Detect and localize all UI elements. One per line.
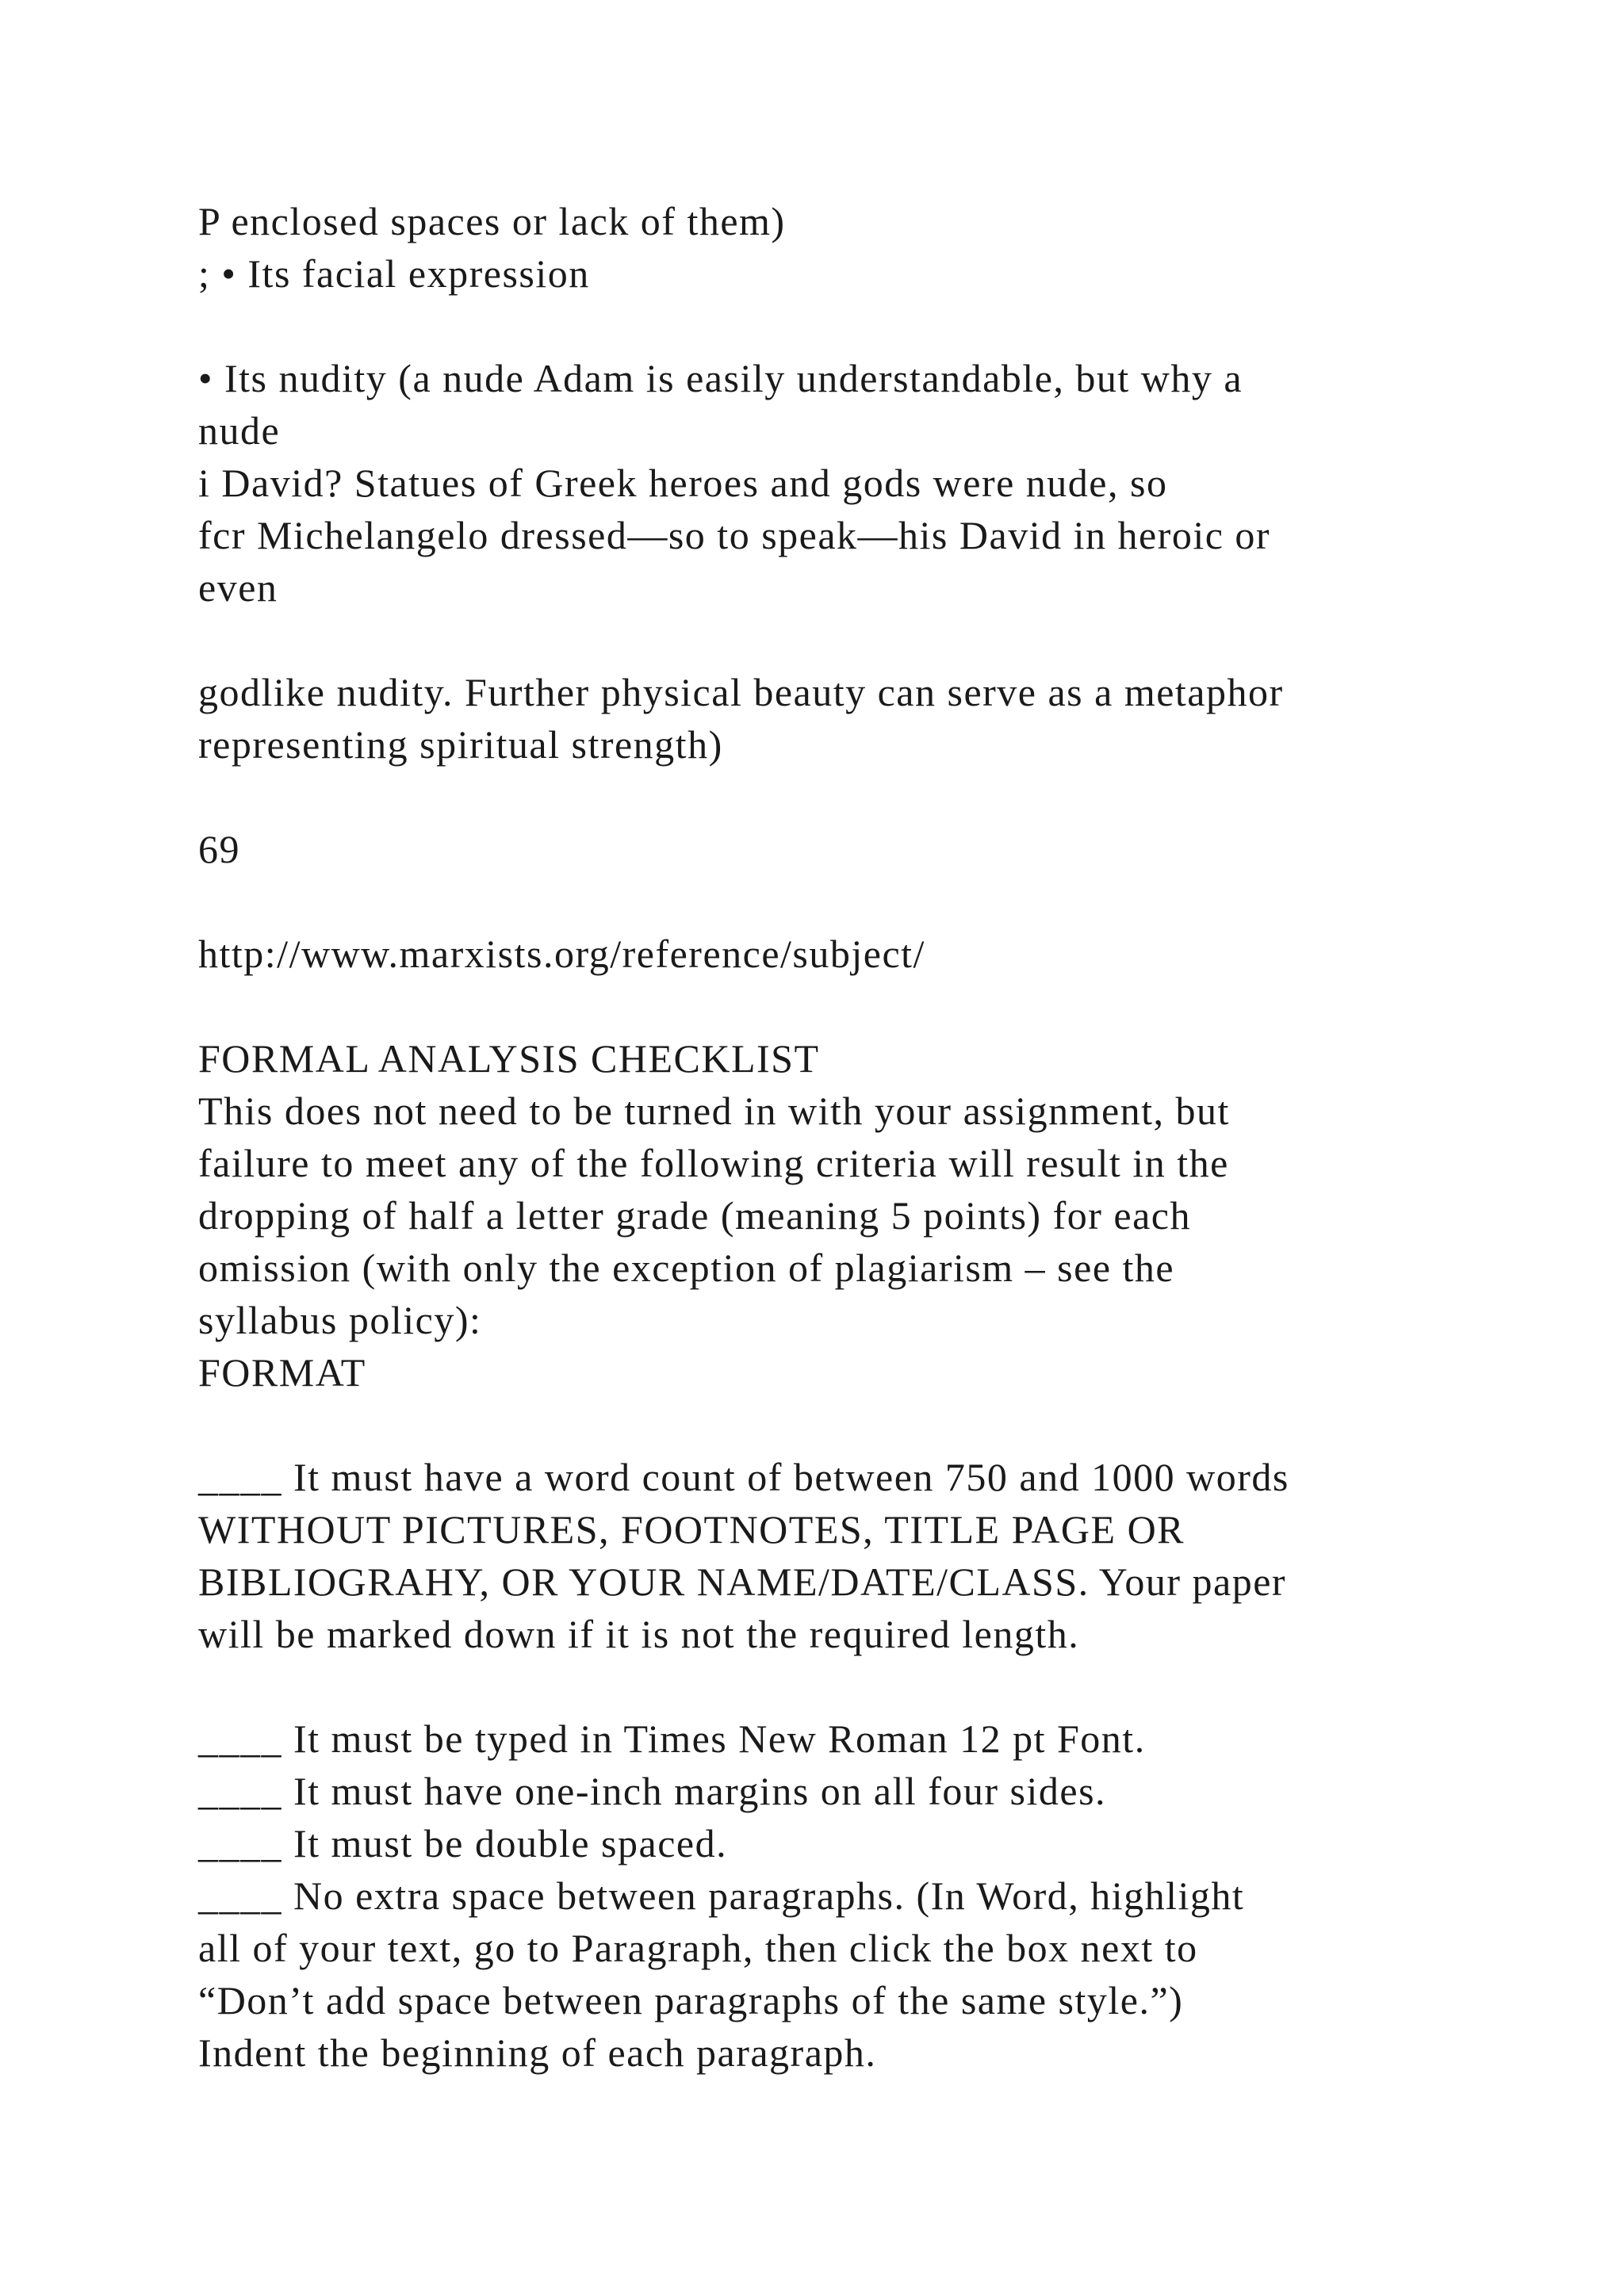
blank-line [198,1660,1483,1712]
text-line: This does not need to be turned in with your assignment, but [198,1089,1230,1133]
text-line: nude [198,408,281,453]
text-line: failure to meet any of the following criteria will result in the [198,1141,1229,1185]
text-line: WITHOUT PICTURES, FOOTNOTES, TITLE PAGE OR [198,1507,1185,1552]
text-line: representing spiritual strength) [198,722,723,767]
text-line: all of your text, go to Paragraph, then click the box next to [198,1926,1198,1970]
text-line: P enclosed spaces or lack of them) [198,199,786,243]
text-line: i David? Statues of Greek heroes and gods were nude, so [198,461,1168,505]
text-line: will be marked down if it is not the required length. [198,1612,1080,1656]
checklist-item: ____ It must have one-inch margins on all four sides. [198,1769,1107,1813]
text-line: • Its nudity (a nude Adam is easily understandable, but why a [198,356,1243,400]
blank-line [198,771,1483,823]
checklist-item: ____ It must be typed in Times New Roman 12 pt Font. [198,1716,1146,1761]
reference-url: http://www.marxists.org/reference/subject/ [198,932,925,976]
checklist-item: ____ No extra space between paragraphs. (In Word, highlight [198,1873,1245,1918]
page-number: 69 [198,827,240,871]
blank-line [198,300,1483,352]
text-line: BIBLIOGRAHY, OR YOUR NAME/DATE/CLASS. Your paper [198,1559,1287,1604]
blank-line [198,875,1483,928]
document-page [198,195,1483,2079]
blank-line [198,1399,1483,1451]
text-line: ; • Its facial expression [198,251,590,296]
blank-line [198,980,1483,1032]
text-line: omission (with only the exception of plagiarism – see the [198,1246,1175,1290]
text-line: “Don’t add space between paragraphs of the same style.”) [198,1978,1184,2022]
text-line: even [198,565,278,610]
section-heading-format: FORMAT [198,1350,366,1395]
text-line: fcr Michelangelo dressed—so to speak—his David in heroic or [198,513,1271,557]
text-line: syllabus policy): [198,1298,482,1342]
text-line: dropping of half a letter grade (meaning 5 points) for each [198,1193,1191,1238]
checklist-heading: FORMAL ANALYSIS CHECKLIST [198,1036,820,1081]
blank-line [198,614,1483,666]
text-line: godlike nudity. Further physical beauty can serve as a metaphor [198,670,1284,714]
text-line: Indent the beginning of each paragraph. [198,2030,877,2075]
checklist-item: ____ It must have a word count of between 750 and 1000 words [198,1455,1289,1499]
checklist-item: ____ It must be double spaced. [198,1821,728,1866]
